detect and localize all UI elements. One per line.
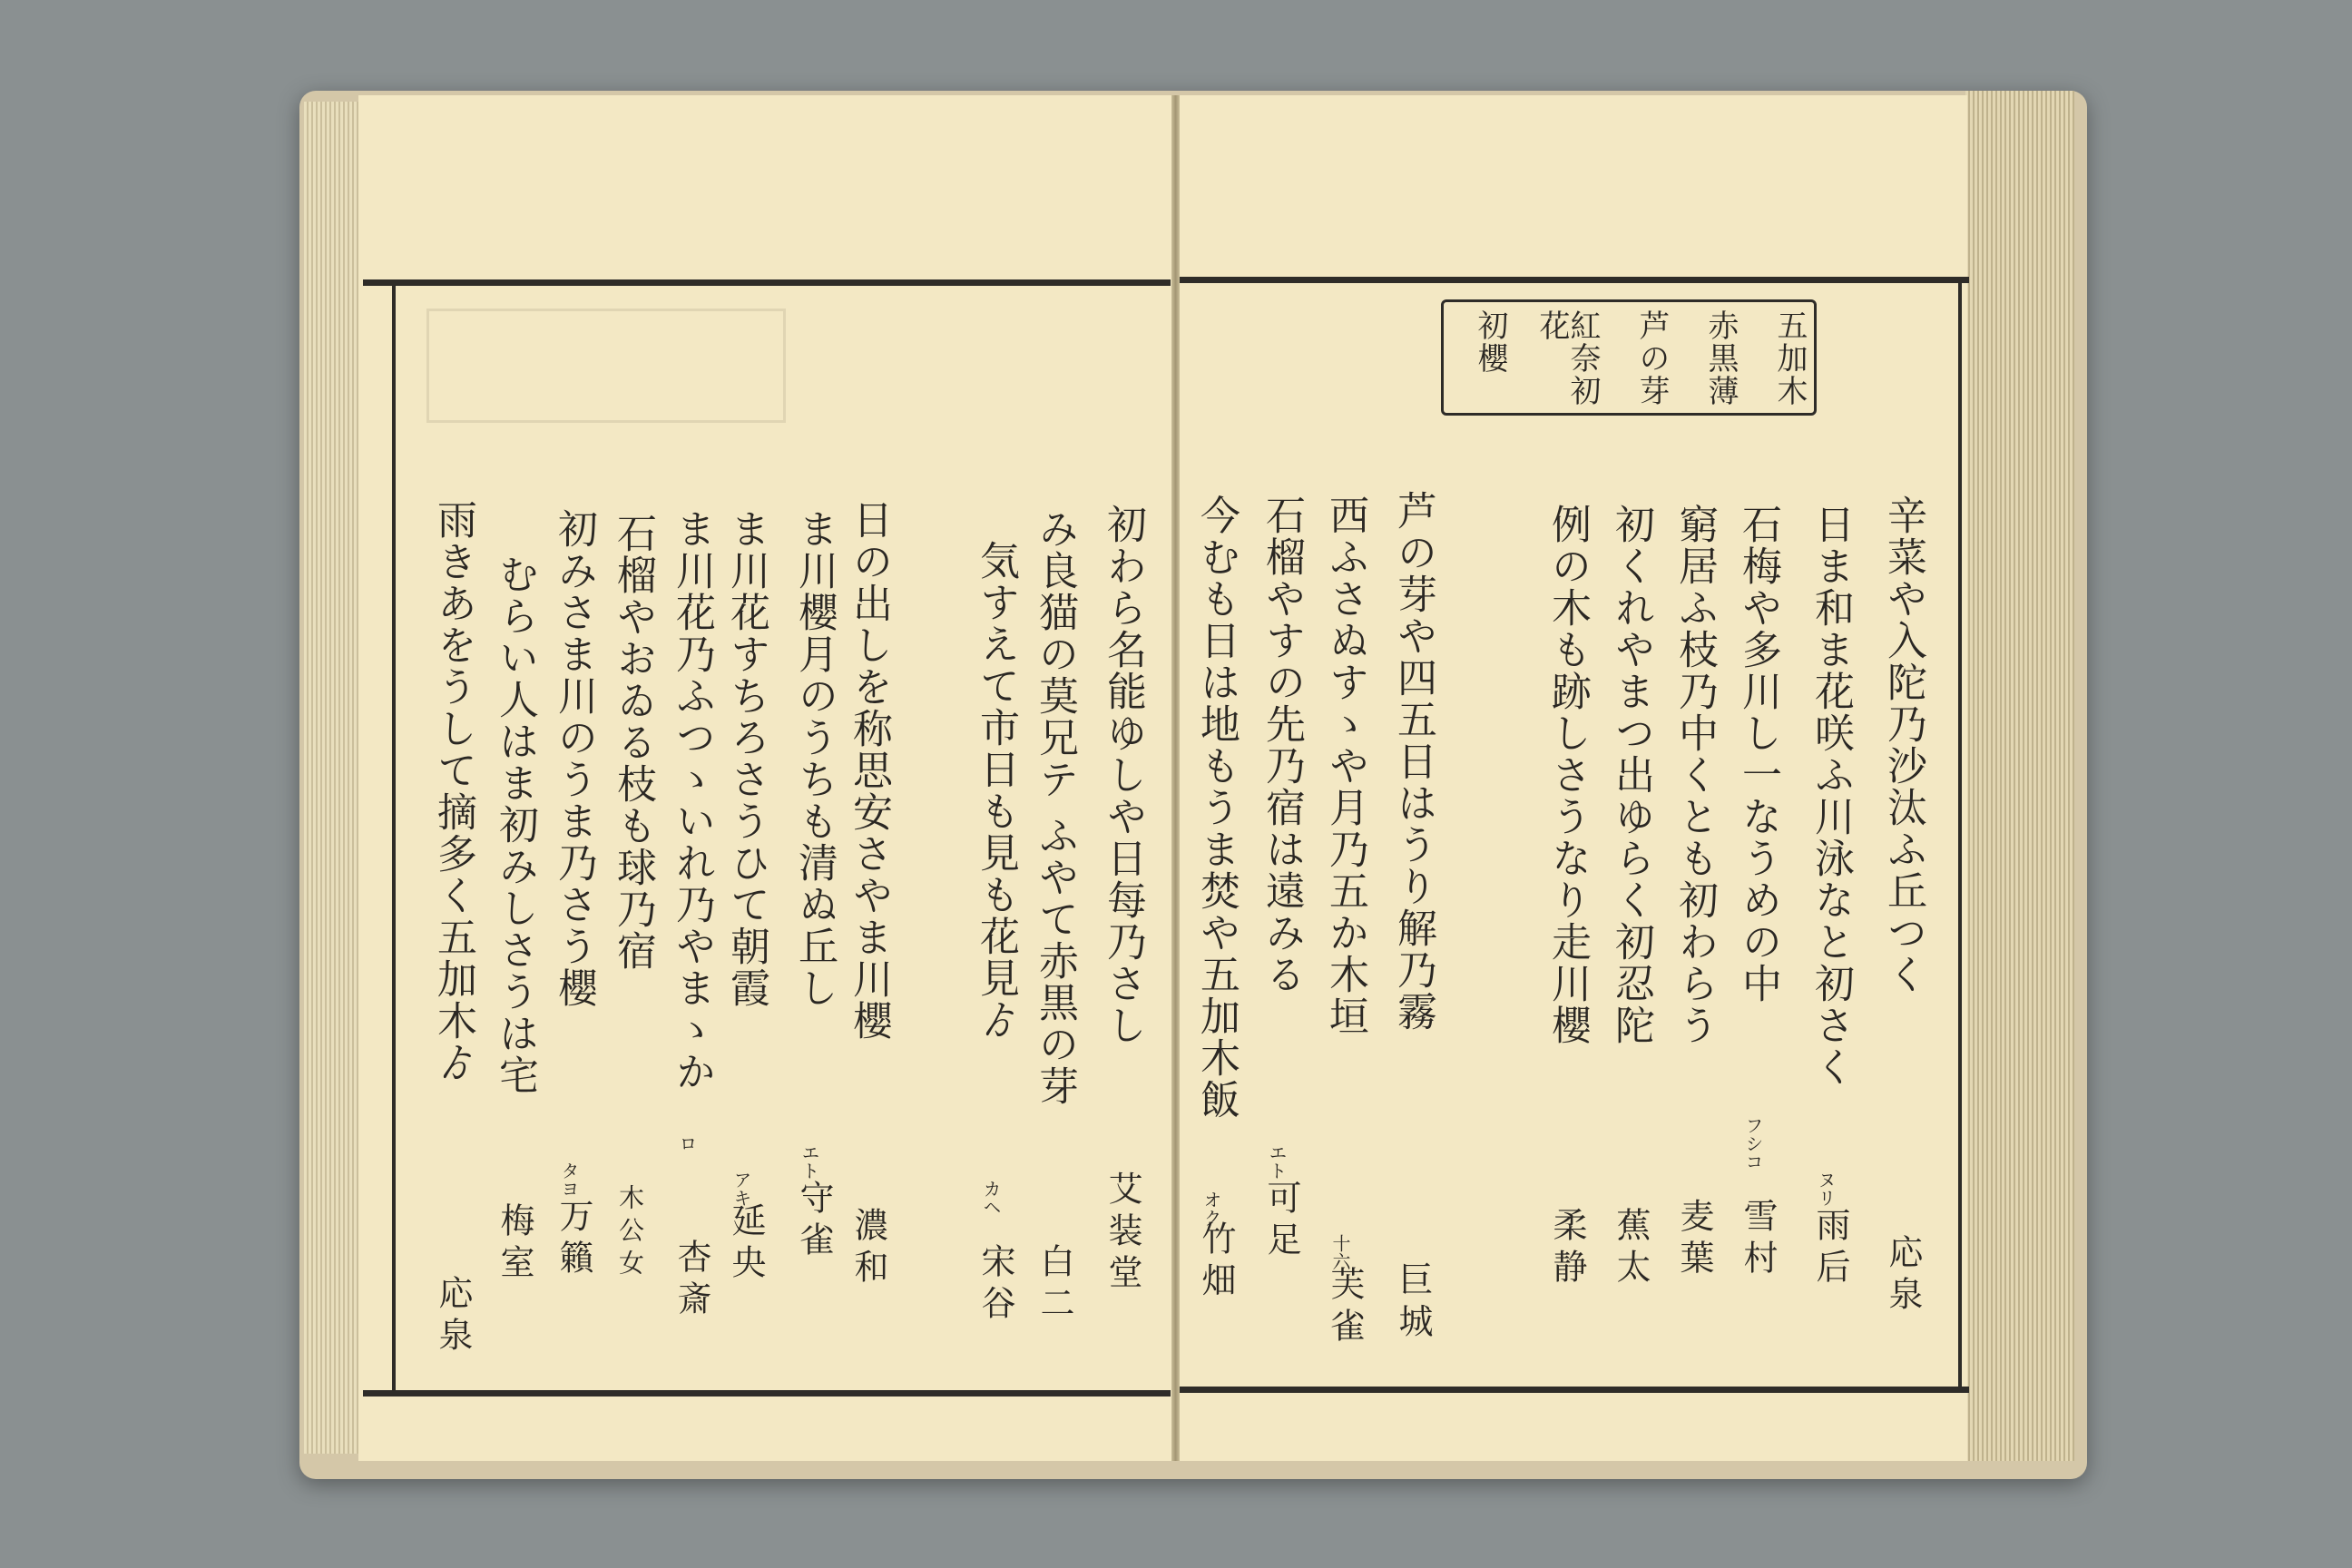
verse-author: 雨后 [1810,1207,1850,1290]
left-top-rule [363,279,1171,286]
verse-author: 巨城 [1393,1261,1433,1345]
verse-author: 守雀 [794,1180,834,1263]
verse-author: 応泉 [433,1275,473,1358]
index-entry: 芦の芽 [1633,309,1670,407]
left-page-edges [304,102,360,1454]
verse-author: 柔静 [1547,1207,1587,1290]
index-box [1441,299,1817,416]
verse-author: 延央 [726,1202,766,1286]
verse-text: 初くれやまつ出ゆらく初忍陀 [1608,504,1654,1046]
verse-gloss: エト [1266,1143,1288,1180]
verse-author: 麦葉 [1674,1198,1714,1281]
right-frame-line [1958,281,1962,1388]
verse-author: 可足 [1261,1180,1301,1263]
show-through-box [426,309,786,423]
verse-author: 竹畑 [1196,1220,1236,1304]
right-page-edges [1965,91,2074,1461]
verse-author: 芙雀 [1325,1266,1365,1349]
verse-text: 今むも日は地もうま焚や五加木飯 [1193,495,1240,1121]
verse-gloss: フシコ [1742,1116,1764,1171]
verse-text: 芦の芽や四五日はうり解乃霧 [1390,490,1436,1033]
index-entry: 赤黒薄 [1702,309,1739,407]
verse-author: 雪村 [1738,1198,1778,1281]
verse-text: 初みさま川のうま乃さう櫻 [551,508,597,1009]
verse-gloss: タヨ [558,1161,580,1198]
verse-text: ま川花乃ふつゝいれ乃やまゝか [669,508,715,1093]
book-gutter [1171,95,1180,1461]
verse-author: 木公女 [615,1184,645,1282]
verse-text: むらい人はま初みしさうは宅 [492,554,538,1096]
verse-text: 例の木も跡しさうなり走川櫻 [1544,504,1591,1046]
verse-gloss: カヘ [980,1180,1002,1216]
verse-text: 日の出しを称思安さやま川櫻 [846,499,892,1042]
verse-text: 西ふさぬすゝや月乃五か木垣 [1322,495,1368,1037]
verse-author: 宋谷 [975,1243,1015,1327]
verse-text: 石榴やすの先乃宿は遠みる [1259,495,1305,995]
verse-author: 蕉太 [1611,1207,1651,1290]
verse-text: 雨きあをうして摘多く五加木ゟ [430,499,476,1083]
verse-text: 辛菜や入陀乃沙汰ふ丘つく [1880,495,1926,995]
verse-text: 窮居ふ枝乃中くとも初わらう [1671,504,1718,1046]
verse-author: 応泉 [1883,1234,1923,1318]
verse-gloss: ヌリ [1815,1171,1837,1207]
verse-author: 白二 [1034,1243,1074,1327]
verse-text: 初わら名能ゆしや日每乃さし [1100,504,1146,1046]
verse-author: 艾装堂 [1102,1171,1142,1296]
verse-text: み良猫の莫兄テ ふやて赤黒の芽 [1032,508,1078,1107]
index-entry: 紅奈初花 [1534,309,1601,407]
verse-gloss: エト [799,1143,820,1180]
verse-text: ま川櫻月のうちも清ぬ丘し [791,508,838,1009]
verse-gloss: ロ [676,1134,698,1152]
verse-text: 日ま和ま花咲ふ川泳なと初さく [1808,504,1854,1088]
verse-author: 濃和 [848,1207,888,1290]
verse-text: 石榴やおゐる枝も球乃宿 [610,513,656,972]
left-frame-line [392,283,396,1392]
right-top-rule [1180,277,1969,283]
verse-gloss: オク [1200,1191,1222,1227]
verse-text: ま川花すちろさうひて朝霞 [723,508,769,1009]
verse-author: 杏斎 [671,1239,711,1322]
verse-text: 気すえて市日も見も花見ゟ [973,540,1019,1041]
verse-author: 万籟 [554,1198,593,1281]
right-bottom-rule [1180,1387,1969,1393]
verse-author: 梅室 [495,1202,534,1286]
verse-gloss: 十六 [1329,1234,1351,1270]
verse-text: 石梅や多川し一なうめの中 [1735,504,1781,1004]
index-entry: 五加木 [1771,309,1808,407]
verse-gloss: アキ [730,1171,752,1207]
index-entry: 初櫻 [1472,309,1508,375]
left-bottom-rule [363,1390,1171,1396]
